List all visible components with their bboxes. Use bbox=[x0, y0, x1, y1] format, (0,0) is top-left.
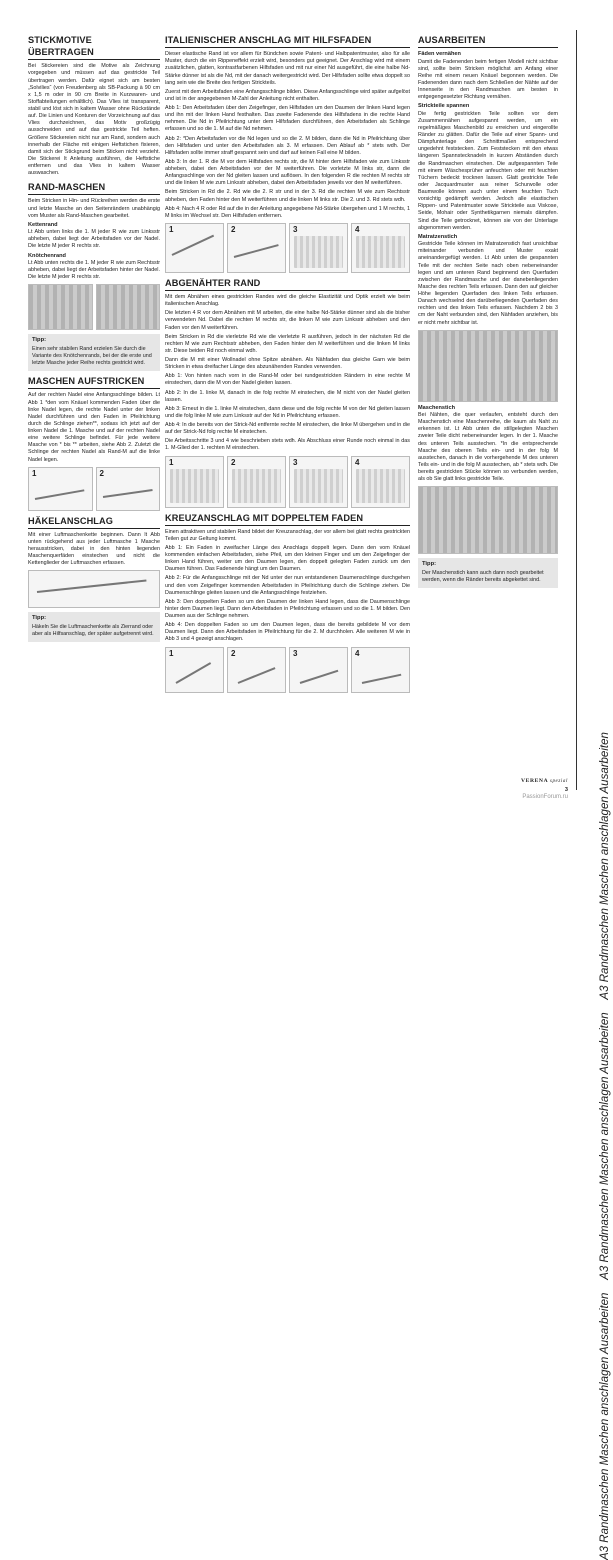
brand-issue: spezial bbox=[549, 779, 568, 785]
tip-box-rand bbox=[28, 334, 160, 371]
heading-haekelanschlag: HÄKELANSCHLAG bbox=[28, 515, 160, 529]
text-kreuz-1: Einen attraktiven und stabilen Rand bildet der Kreuzanschlag, der vor allem bei glatt rechts gestrickten Teilen gut zur Geltung kommt. bbox=[165, 528, 410, 542]
sub-faeden-vernaehen: Fäden vernähen bbox=[418, 51, 461, 58]
sub-knoetchenrand: Knötchenrand bbox=[28, 252, 66, 259]
text-matratzenstich: Gestrickte Teile können im Matratzenstich fast unsichtbar miteinander verbunden und Muster exakt aneinandergefügt werden. Lt Abb unten die gespannten Teile mit der rechten Seite nach oben nebeneinander legen und am unteren Rand beginnend den Querfaden zwischen der Randmasche und der danebenliegenden Masche des rechten Teils erfassen. Dann den auf gleicher Höhe liegenden Querfaden des linken Teils erfassen. Danach wechselnd den darüberliegenden Querfaden des rechten und des linken Teils erfassen. Nachdem 2 bis 3 cm der Naht verbunden sind, den Nähfaden anziehen, bis er nicht mehr sichtbar ist. bbox=[418, 241, 558, 326]
heading-stickmotive: STICKMOTIVE ÜBERTRAGEN bbox=[28, 34, 160, 60]
text-maschenstich: Bei Nähten, die quer verlaufen, entsteht durch den Maschenstich eine Maschenreihe, die kaum als Naht zu erkennen ist. Lt Abb unten die stillgelegten Maschen zweier Teile dicht nebeneinander legen. In der 1. Masche des unteren Teils ausstechen. *In die entsprechende Masche des oberen Teils ein- und in der folg M ausstechen, danach in die vorhergehende M des unteren Teils ein- und in die folg M ausstechen, ab * stets wdh. Die bereits gestrickten Stücke können so verbunden werden, als ob Sie glatt links gestrickte Teile. bbox=[418, 412, 558, 483]
figure-abgen-2: 2 bbox=[227, 456, 286, 508]
text-ital-5: Abb 3: In der 1. R die M vor dem Hilfsfaden rechts str, die M hinter dem Hilfsfaden wie zum Linksstr abheben, dabei den Arbeitsfaden vor der M weiterführen. Die vorletzte M links str, dann die Anfangsschlinge von der Nd gleiten lassen und auflösen. In den folgenden R die rechten M rechts str und die linken M wie zum Linksstr abheben, dabei den Arbeitsfaden jeweils vor den M weiterführen. bbox=[165, 158, 410, 187]
figure-abgen-1: 1 bbox=[165, 456, 224, 508]
text-kreuz-3: Abb 2: Für die Anfangsschlinge mit der Nd unter der nun entstandenen Daumenschlinge durchgehen und den vom Zeigefinger kommenden Arbeitsfaden in Pfeilrichtung durch die Schlinge ziehen. Die Daumenschlinge gleiten lassen und die Anfangsschlinge festziehen. bbox=[165, 575, 410, 596]
figure-ital-3: 3 bbox=[289, 223, 348, 273]
tip-box-maschenstich bbox=[418, 558, 558, 588]
tip-text: Einen sehr stabilen Rand erzielen Sie durch die Variante des Knötchenrands, bei der die erste und letzte Masche jeder Reihe rechts gestrickt wird. bbox=[32, 345, 152, 367]
heading-italienischer-anschlag: ITALIENISCHER ANSCHLAG MIT HILFSFADEN bbox=[165, 34, 410, 48]
text-abgen-9: Die Arbeitsschritte 3 und 4 wie beschrieben stets wdh. Als Abschluss einer Runde noch einmal in das 1. M-Glied der 1. rechten M einstechen. bbox=[165, 438, 410, 452]
figure-aufstricken-1: 1 bbox=[28, 467, 93, 511]
text-abgen-6: Abb 2: In die 1. linke M, danach in die folg rechte M einstechen, die M nicht von der Nadel gleiten lassen. bbox=[165, 389, 410, 403]
column-left bbox=[28, 30, 160, 646]
page-number: 3 bbox=[564, 786, 568, 793]
text-ital-2: Zuerst mit dem Arbeitsfaden eine Anfangsschlinge bilden. Diese Anfangsschlinge wird später aufgelöst und ist in der angegebenen M-Zahl der Anleitung nicht enthalten. bbox=[165, 88, 410, 102]
text-faeden-vernaehen: Damit die Fadenenden beim fertigen Modell nicht sichtbar sind, sollte beim Stricken möglichst am Anfang einer Reihe mit einem neuen Knäuel begonnen werden. Die Fadenenden dann nach dem Schließen der Nähte auf der Innenseite in den Randmaschen am besten in entgegengesetzter Richtung vernähen. bbox=[418, 58, 558, 101]
side-section-labels bbox=[598, 732, 613, 1560]
text-abgen-8: Abb 4: In die bereits von der Strick-Nd entfernte rechte M einstechen, die linke M übergehen und in die auf der Strick-Nd folg rechte M einstechen. bbox=[165, 422, 410, 436]
side-label-3: A3 Randmaschen Maschen anschlagen Ausarbeiten bbox=[599, 732, 611, 1000]
figure-knoetchenrand bbox=[96, 284, 161, 330]
figure-kreuz-2: 2 bbox=[227, 647, 286, 693]
text-kreuz-4: Abb 3: Den doppelten Faden so um den Daumen der linken Hand legen, dass die Daumenschlinge hinter dem Daumen liegt. Dann den Arbeitsfaden in Pfeilrichtung erfassen und so die 1. M bilden. Den Daumen aus der Schlinge nehmen. bbox=[165, 598, 410, 620]
figure-row-italienisch bbox=[165, 223, 410, 273]
sub-kettenrand: Kettenrand bbox=[28, 221, 58, 228]
text-abgen-5: Abb 1: Von hinten nach vorn in die Rand-M oder bei rundgestrickten Rändern in eine rechte M einstechen, dann die M von der Nadel gleiten lassen. bbox=[165, 373, 410, 387]
heading-ausarbeiten: AUSARBEITEN bbox=[418, 34, 558, 48]
tip-label: Tipp: bbox=[32, 337, 47, 344]
brand-name: VERENA bbox=[520, 778, 548, 785]
text-kettenrand: Lt Abb unten links die 1. M jeder R wie zum Linksstr abheben, dabei liegt der Arbeitsfaden vor der Nadel. Die letzte M jeder R rechts str. bbox=[28, 229, 160, 250]
text-kreuz-5: Abb 4: Den doppelten Faden so um den Daumen legen, dass die bereits gebildete M vor dem Daumen liegt. Dann den Arbeitsfaden in Pfeilrichtung für die 2. M durchholen. Alle weiteren M wie in Abb 3 und 4 gezeigt anschlagen. bbox=[165, 622, 410, 643]
figure-row-abgenaeht bbox=[165, 456, 410, 508]
side-tab bbox=[572, 0, 611, 1560]
text-abgen-7: Abb 3: Erneut in die 1. linke M einstechen, dann diese und die folg rechte M von der Nd gleiten lassen und die folg linke M wie zum Linksstr auf der Nd in Pfeilrichtung erfassen. bbox=[165, 405, 410, 419]
brand-logo bbox=[521, 778, 568, 786]
figure-aufstricken-2: 2 bbox=[96, 467, 161, 511]
text-ital-4: Abb 2: *Den Arbeitsfaden vor die Nd legen und so die 2. M bilden, dann die Nd in Pfeilrichtung über den Hilfsfaden und unter den Arbeitsfaden als 3. M erfassen. Den Ablauf ab * stets wdh. Der Hilfsfaden sollte immer straff gespannt sein und darf auf keinen Fall eine M bilden. bbox=[165, 135, 410, 156]
figure-ital-1: 1 bbox=[165, 223, 224, 273]
figure-row-kreuzanschlag bbox=[165, 647, 410, 693]
text-haekelanschlag: Mit einer Luftmaschenkette beginnen. Dann lt Abb unten rückgehend aus jeder Luftmasche 1 Masche herausstricken, dabei in den hinten liegenden Maschenquerfäden einstechen und nicht die Kettenglieder der Luftmaschen erfassen. bbox=[28, 531, 160, 567]
figure-kreuz-1: 1 bbox=[165, 647, 224, 693]
heading-kreuzanschlag: KREUZANSCHLAG MIT DOPPELTEM FADEN bbox=[165, 512, 410, 526]
text-knoetchenrand: Lt Abb unten rechts die 1. M jeder R wie zum Rechtsstr abheben, dabei liegt der Arbeitsfaden hinter der Nadel. Die letzte M jeder R rechts str. bbox=[28, 259, 160, 281]
figure-maschenstich bbox=[418, 486, 558, 554]
text-abgen-1: Mit dem Abnähen eines gestrickten Randes wird die gleiche Elastizität und Optik erzielt wie beim italienischen Anschlag. bbox=[165, 294, 410, 308]
text-rand-maschen: Beim Stricken in Hin- und Rückreihen werden die erste und letzte Masche an den Seitenrändern unabhängig vom Muster als Rand-Maschen gearbeitet. bbox=[28, 198, 160, 219]
text-abgen-3: Beim Stricken in Rd die vierletzte Rd wie die vierletzte R ausführen, jedoch in der nächsten Rd die rechten M wie zum Rechtsstr abheben, den Faden hinter den M weiterführen und die linken M links str. Diese beiden Rd noch einmal wdh. bbox=[165, 333, 410, 354]
text-ital-6: Beim Stricken in Rd die 2. Rd wie die 2. R str und in der 3. Rd die rechten M wie zum Rechtsstr abheben, den Faden hinter den M weiterführen und die linken M links str. Die 2. und 3. Rd stets wdh. bbox=[165, 189, 410, 203]
tip-text: Der Maschenstich kann auch dann noch gearbeitet werden, wenn die Ränder bereits abgekettet sind. bbox=[422, 569, 544, 584]
heading-maschen-aufstricken: MASCHEN AUFSTRICKEN bbox=[28, 375, 160, 389]
side-label-1: A3 Randmaschen Maschen anschlagen Ausarbeiten bbox=[599, 1292, 611, 1560]
text-ital-1: Dieser elastische Rand ist vor allem für Bündchen sowie Patent- und Halbpatentmuster, also für alle Muster, durch die ein Rippeneffekt erzielt wird, besonders gut geeignet. Der Anschlag wird mit einem zusätzlichen, glatten, kontrastfarbenen Hilfsfaden und mit nur einer Nd ausgeführt, die eine halbe Nd-Stärke dünner ist als die Nd, mit der danach weitergestrickt wird. Der Hilfsfaden sollte etwa doppelt so lang sein wie die Breite des fertigen Strickteils. bbox=[165, 51, 410, 86]
figure-matratzenstich bbox=[418, 330, 558, 402]
text-abgen-4: Dann die M mit einer Wollnadel ohne Spitze abnähen. Als Nähfaden das gleiche Garn wie beim Stricken in etwa dreifacher Länge des abzunähenden Randes verwenden. bbox=[165, 357, 410, 371]
heading-abgenaehter-rand: ABGENÄHTER RAND bbox=[165, 277, 410, 291]
figure-kreuz-4: 4 bbox=[351, 647, 410, 693]
tip-label: Tipp: bbox=[422, 561, 437, 568]
watermark: PassionForum.ru bbox=[522, 794, 568, 801]
heading-rand-maschen: RAND-MASCHEN bbox=[28, 181, 160, 195]
figure-ital-4: 4 bbox=[351, 223, 410, 273]
text-ital-3: Abb 1: Den Arbeitsfaden über den Zeigefinger, den Hilfsfaden um den Daumen der linken Hand legen und ihn mit der linken Hand festhalten. Das zweite Fadenende des Hilfsfadens in die rechte Hand nehmen. Die Nd in Pfeilrichtung unter dem Hilfsfaden durchführen, den Arbeitsfaden als Schlinge erfassen und so die 1. M auf die Nd nehmen. bbox=[165, 105, 410, 133]
side-label-2: A3 Randmaschen Maschen anschlagen Ausarbeiten bbox=[599, 1012, 611, 1280]
figure-kreuz-3: 3 bbox=[289, 647, 348, 693]
column-middle bbox=[165, 30, 410, 696]
text-stickmotive: Bei Stickereien sind die Motive als Zeichnung vorgegeben und müssen auf das gestrickte Teil übertragen werden. Dafür eignet sich am besten „Solvilies“ (von Freudenberg als SB-Packung à 90 cm x 1,5 m oder in 90 cm Breite in Kurzwaren- und Stoffabteilungen erhältlich). Das Vlies ist transparent, stabil und löst sich in kaltem Wasser ohne Rückstände auf. Die Linien und Konturen der Vorzeichnung auf das Vlies durchzeichnen, das Motiv großzügig ausschneiden und auf das gestrickte Teil heften. Größere Stickereien nicht nur am Rand, sondern auch innerhalb der Fläche mit einigen Heftstichen fixieren, damit sich der Stickgrund beim Sticken nicht verzieht. Die Stickerei lt Anleitung ausführen, die Heftstiche entfernen und das Vlies in kaltem Wasser auswaschen. bbox=[28, 63, 160, 177]
sub-strickteile-spannen: Strickteile spannen bbox=[418, 103, 470, 110]
figure-abgen-4: 4 bbox=[351, 456, 410, 508]
text-ital-7: Abb 4: Nach 4 R oder Rd auf die in der Anleitung angegebene Nd-Stärke übergehen und 1 M rechts, 1 M links im Wechsel str. Den Hilfsfaden entfernen. bbox=[165, 205, 410, 219]
figure-abgen-3: 3 bbox=[289, 456, 348, 508]
text-strickteile-spannen: Die fertig gestrickten Teile sollten vor dem Zusammennähen aufgespannt werden, um ein regelmäßiges Maschenbild zu erreichen und eingerollte Ränder zu glätten. Dafür die Teile auf einer Spann- und Dämpfunterlage den Schnittmaßen entsprechend ungedehnt feststecken. Zum Feststecken mit den etwas längeren Spannstecknadeln in kurzen Abständen durch die Randmaschen einstechen. Die aufgespannten Teile mit einem Wäschesprüher anfeuchten oder mit feuchten Tüchern bedeckt trocknen lassen. Glatt gestrickte Teile oder Jacquardmuster aus reiner Schurwolle oder Baumwolle können auch unter einem feuchten Tuch vorsichtig gedämpft werden. Jedoch alle elastischen Rippen- und Patentmuster sowie Strickteile aus Viskose, Seide, Mohair oder Synthetikgarnen niemals dämpfen. Sind die Teile getrocknet, können sie von der Unterlage abgenommen werden. bbox=[418, 110, 558, 231]
figure-rand-maschen bbox=[28, 284, 160, 330]
figure-kettenrand bbox=[28, 284, 93, 330]
side-divider bbox=[576, 30, 577, 790]
sub-matratzenstich: Matratzenstich bbox=[418, 233, 458, 240]
text-abgen-2: Die letzten 4 R vor dem Abnähen mit M arbeiten, die eine halbe Nd-Stärke dünner sind als die bisher verwendeten Nd. Dabei die rechten M rechts str, die linken M wie zum Linksstr abheben und den Faden vor den M weiterführen. bbox=[165, 310, 410, 331]
column-right bbox=[418, 30, 558, 592]
figure-haekelanschlag bbox=[28, 570, 160, 608]
figure-ital-2: 2 bbox=[227, 223, 286, 273]
figure-haekel bbox=[28, 570, 160, 608]
sub-maschenstich: Maschenstich bbox=[418, 404, 455, 411]
figure-aufstricken bbox=[28, 467, 160, 511]
tip-box-haekel bbox=[28, 612, 160, 642]
tip-text: Häkeln Sie die Luftmaschenkette als Zierrand oder aber als Hilfsanschlag, der später aufgetrennt wird. bbox=[32, 624, 154, 638]
text-kreuz-2: Abb 1: Ein Faden in zweifacher Länge des Anschlags doppelt legen. Dann den vom Knäuel kommenden einfachen Arbeitsfaden, siehe Pfeil, um den kleinen Finger und um den Zeigefinger der linken Hand führen, weiter um den Daumen legen, den doppelt gelegten Faden zurück um den Daumen führen. Das Fadenende hängt um den Daumen. bbox=[165, 544, 410, 573]
tip-label: Tipp: bbox=[32, 615, 47, 622]
text-maschen-aufstricken: Auf der rechten Nadel eine Anfangsschlinge bilden. Lt Abb 1 *den vom Knäuel kommenden Faden über die linke Nadel legen, die rechte Nadel unter der linken Nadel durchführen und den Faden in Pfeilrichtung durch die Schlinge ziehen**, sodass ich jetzt auf der linken Nadel die 1. Masche und auf der rechten Nadel eine weitere Schlinge befindet. Für jede weitere Masche von * bis ** arbeiten, siehe Abb 2. Zuletzt die Schlinge der rechten Nadel als Rand-M auf die linke Nadel legen. bbox=[28, 392, 160, 463]
